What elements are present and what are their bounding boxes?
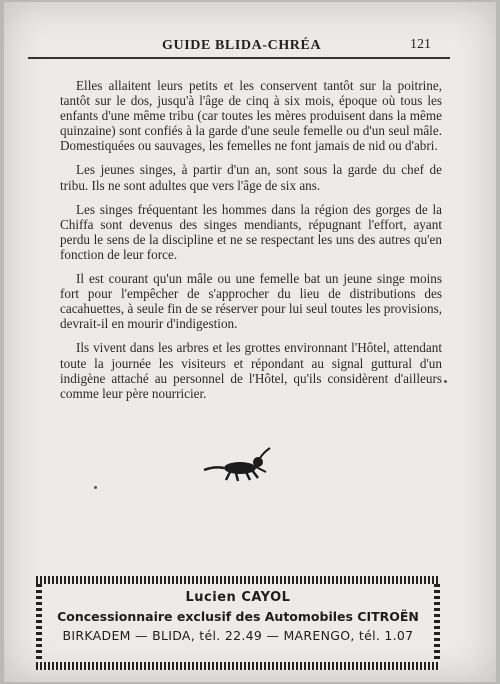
- ad-border-top: [36, 576, 440, 584]
- ad-name: Lucien CAYOL: [185, 590, 291, 605]
- paragraph-5: Ils vivent dans les arbres et les grottes environnant l'Hôtel, attendant toute la journée les visiteurs et répondant au signal guttural d'un indigène attaché au personnel de l'Hôtel, qu'ils considèrent d'ailleurs comme leur père nourricier.: [60, 340, 442, 401]
- paragraph-3: Les singes fréquentant les hommes dans la région des gorges de la Chiffa sont devenus des singes mendiants, répugnant l'effort, ayant perdu le sens de la discipline et ne se respectant les uns des autres qu'en fonction de leur force.: [60, 201, 442, 262]
- paragraph-4: Il est courant qu'un mâle ou une femelle bat un jeune singe moins fort pour l'empêcher de s'approcher du lieu de distributions des cacahuettes, à seule fin de se réserver pour lui seul toutes les provisions, devrait-il en mourir d'indigestion.: [60, 271, 442, 332]
- advertisement-box: [36, 576, 440, 670]
- monkey-icon: [200, 446, 280, 486]
- page-header: [4, 2, 496, 62]
- running-title: GUIDE BLIDA-CHRÉA: [162, 38, 322, 53]
- paper-speck: [94, 486, 97, 489]
- book-page: [4, 2, 496, 682]
- body-text: [60, 78, 442, 410]
- page-number: 121: [410, 37, 431, 52]
- paragraph-2: Les jeunes singes, à partir d'un an, sont sous la garde du chef de tribu. Ils ne sont adultes que vers l'âge de six ans.: [60, 162, 442, 193]
- paper-speck: [444, 380, 447, 383]
- paragraph-1: Elles allaitent leurs petits et les conservent tantôt sur la poitrine, tantôt sur le dos, jusqu'à l'âge de cinq à six mois, époque où tous les enfants d'une même tribu (car toutes les mères produisent dans la même quinzaine) sont confiés à la garde d'une seule femelle ou d'un seul mâle. Domestiquées ou sauvages, les femelles ne font jamais de nid ou d'abri.: [60, 78, 442, 154]
- ad-border-bottom: [36, 662, 440, 670]
- ad-locations: BIRKADEM — BLIDA, tél. 22.49 — MARENGO, tél. 1.07: [62, 628, 414, 643]
- header-rule: [28, 57, 450, 59]
- ad-description: Concessionnaire exclusif des Automobiles CITROËN: [57, 609, 419, 624]
